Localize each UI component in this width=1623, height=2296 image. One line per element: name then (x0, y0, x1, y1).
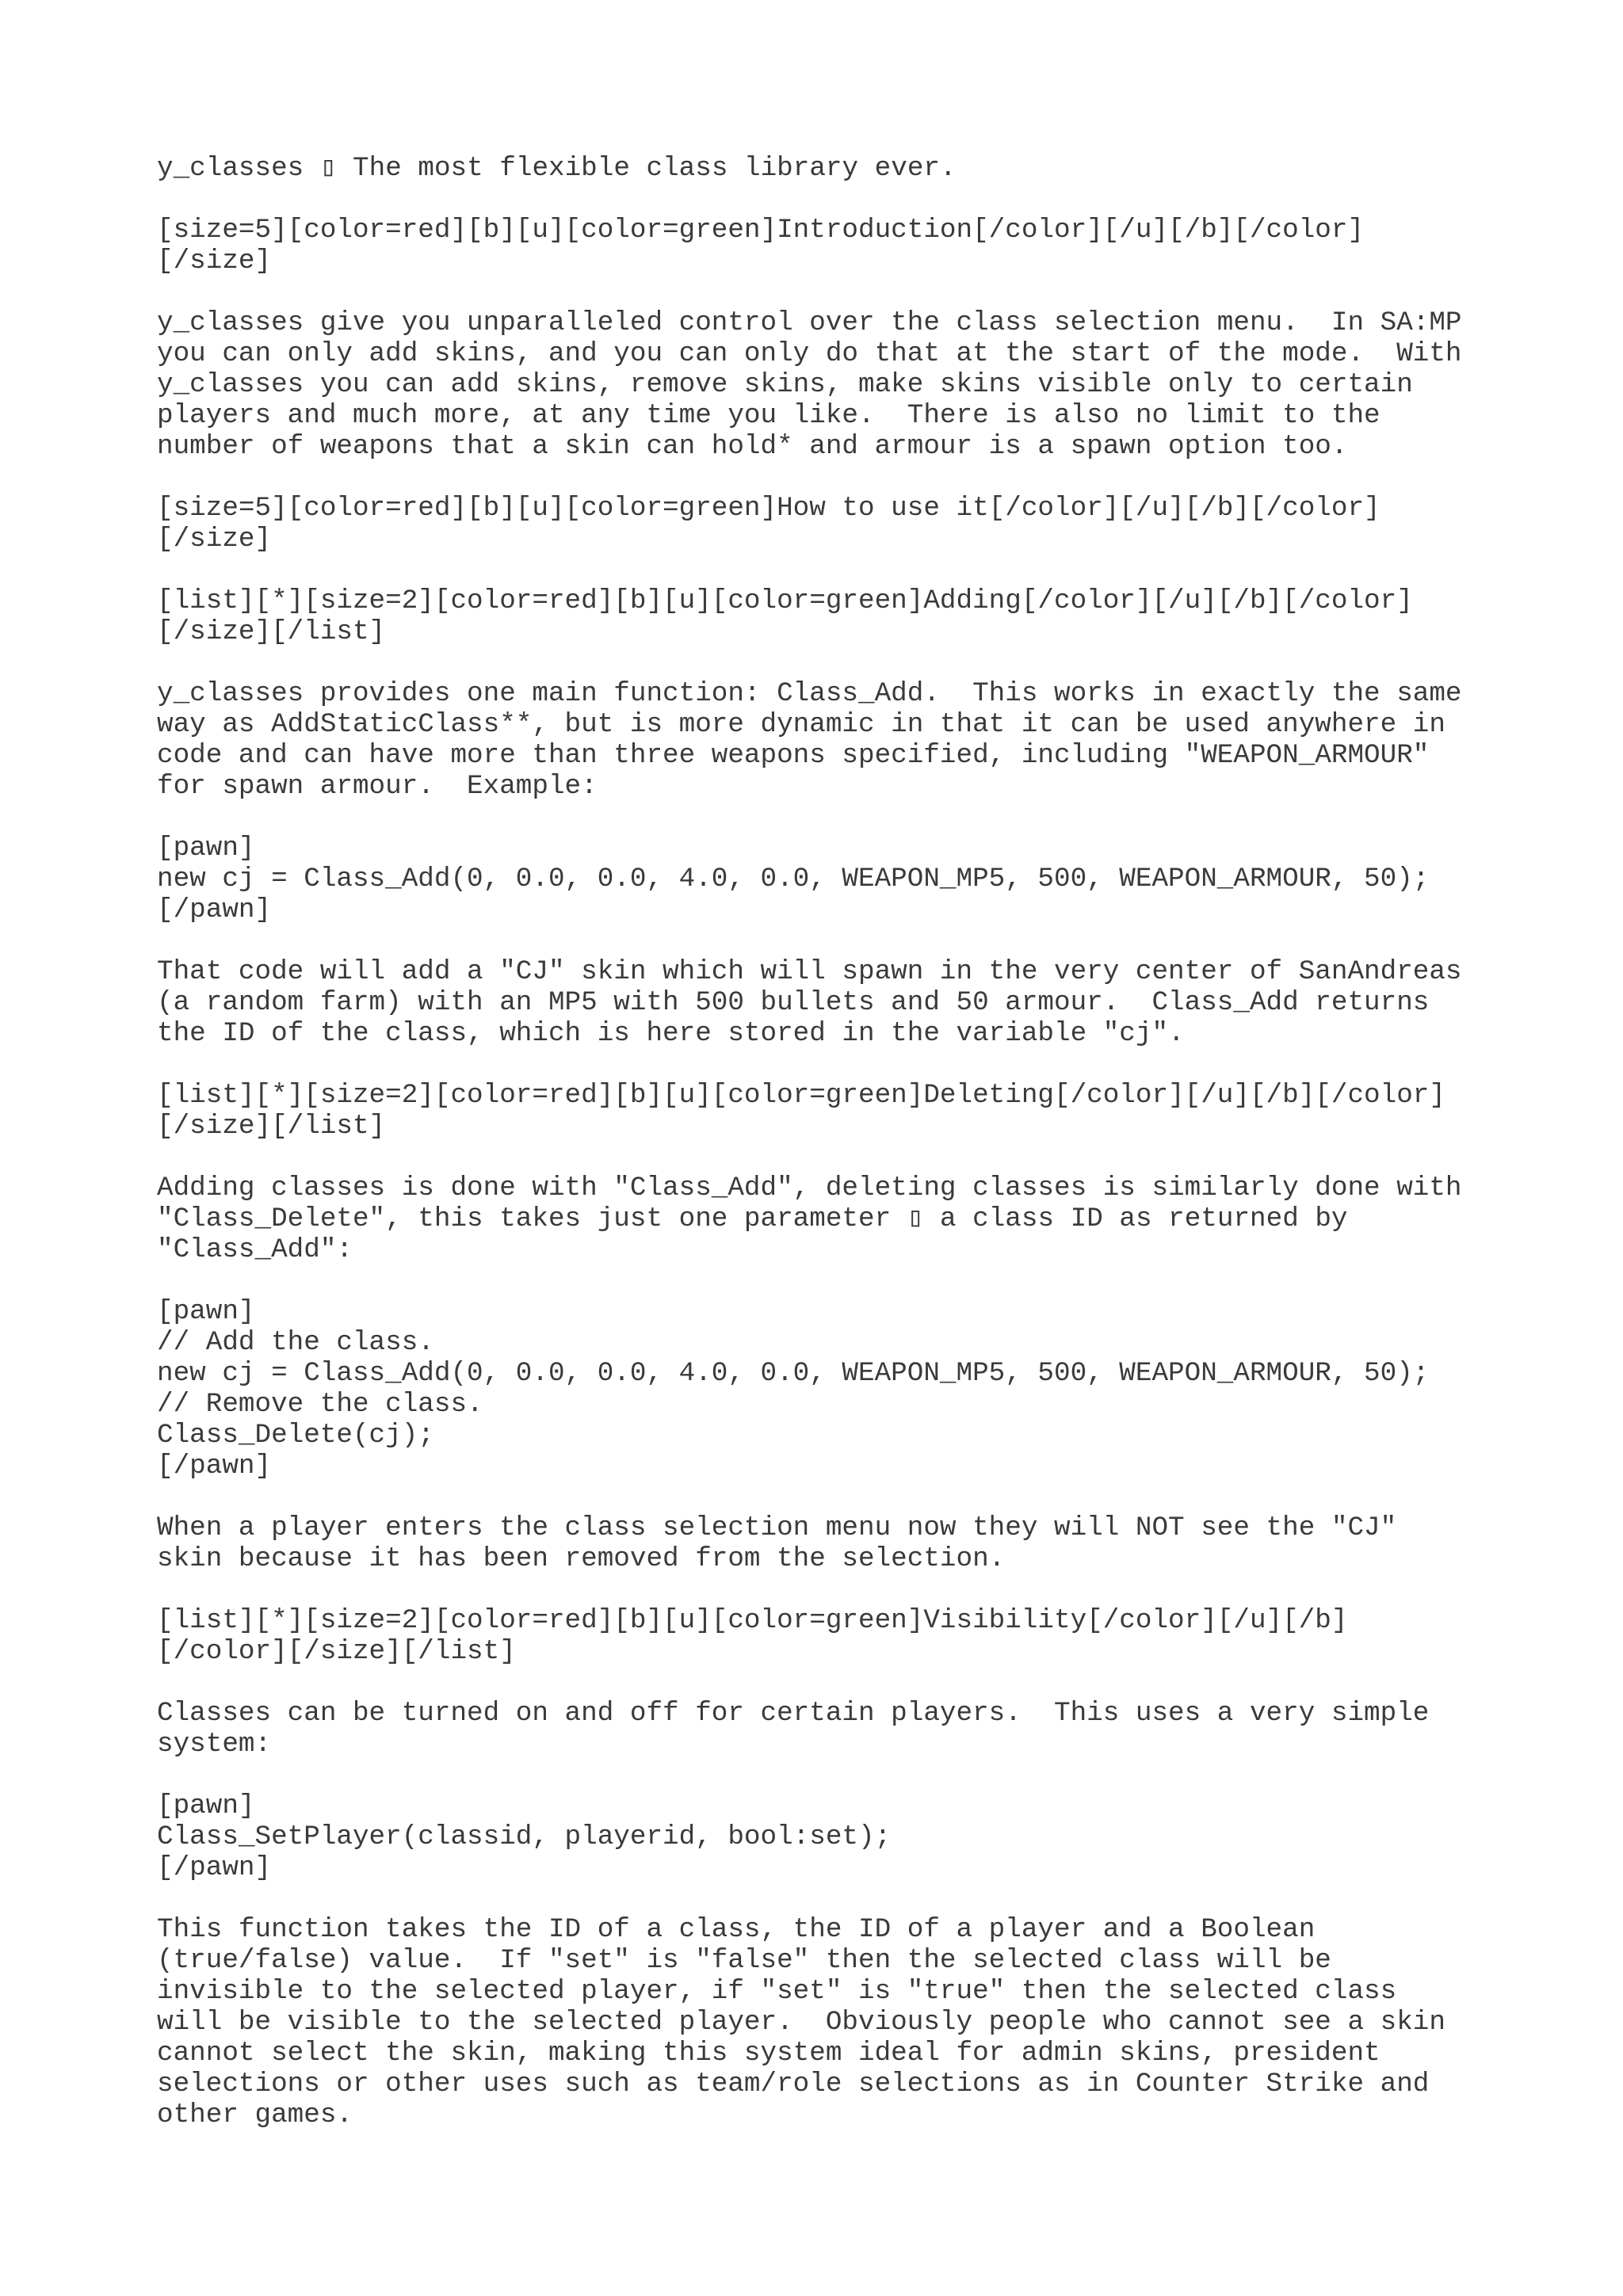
subheading-line: [list][*][size=2][color=red][b][u][color=green]Deleting[/color][/u][/b][/color] (157, 1080, 1445, 1111)
code-line: new cj = Class_Add(0, 0.0, 0.0, 4.0, 0.0, WEAPON_MP5, 500, WEAPON_ARMOUR, 50); (157, 1358, 1430, 1389)
blank-line (157, 802, 1520, 833)
blank-line (157, 1265, 1520, 1296)
code-line: new cj = Class_Add(0, 0.0, 0.0, 4.0, 0.0, WEAPON_MP5, 500, WEAPON_ARMOUR, 50); (157, 864, 1430, 894)
heading-line: [/size] (157, 246, 272, 277)
paragraph-block (157, 1512, 1520, 1574)
blank-line (157, 1667, 1520, 1698)
code-line: // Remove the class. (157, 1389, 483, 1420)
paragraph-line: y_classes ▯ The most flexible class library ever. (157, 153, 957, 184)
heading-block (157, 215, 1520, 277)
heading-line: [size=5][color=red][b][u][color=green]Introduction[/color][/u][/b][/color] (157, 215, 1365, 246)
paragraph-line: selections or other uses such as team/role selections as in Counter Strike and (157, 2069, 1430, 2100)
paragraph-block (157, 1173, 1520, 1265)
subheading-line: [list][*][size=2][color=red][b][u][color=green]Visibility[/color][/u][/b] (157, 1605, 1348, 1636)
blank-line (157, 1142, 1520, 1173)
paragraph-line: for spawn armour. Example: (157, 771, 598, 802)
paragraph-line: This function takes the ID of a class, the ID of a player and a Boolean (157, 1914, 1316, 1945)
blank-line (157, 1482, 1520, 1512)
subheading-line: [/color][/size][/list] (157, 1636, 516, 1667)
paragraph-block (157, 678, 1520, 802)
code-line: Class_SetPlayer(classid, playerid, bool:set); (157, 1821, 892, 1852)
subheading-block (157, 585, 1520, 647)
code-block (157, 1791, 1520, 1883)
heading-line: [size=5][color=red][b][u][color=green]How to use it[/color][/u][/b][/color] (157, 493, 1381, 524)
code-line: [pawn] (157, 833, 255, 864)
blank-line (157, 462, 1520, 493)
blank-line (157, 277, 1520, 307)
blank-line (157, 184, 1520, 215)
code-line: [/pawn] (157, 894, 272, 925)
paragraph-block (157, 307, 1520, 462)
subheading-line: [/size][/list] (157, 616, 386, 647)
paragraph-line: "Class_Add": (157, 1234, 353, 1265)
document-page (157, 153, 1520, 2130)
subheading-line: [/size][/list] (157, 1111, 386, 1142)
heading-line: [/size] (157, 524, 272, 555)
paragraph-line: y_classes you can add skins, remove skins, make skins visible only to certain (157, 369, 1413, 400)
paragraph-line: way as AddStaticClass**, but is more dynamic in that it can be used anywhere in (157, 709, 1445, 740)
paragraph-line: Adding classes is done with "Class_Add", deleting classes is similarly done with (157, 1173, 1462, 1203)
paragraph-line: cannot select the skin, making this system ideal for admin skins, president (157, 2038, 1381, 2069)
blank-line (157, 1049, 1520, 1080)
paragraph-block (157, 1698, 1520, 1760)
blank-line (157, 925, 1520, 956)
code-line: // Add the class. (157, 1327, 434, 1358)
subheading-block (157, 1080, 1520, 1142)
code-line: [pawn] (157, 1296, 255, 1327)
paragraph-line: you can only add skins, and you can only do that at the start of the mode. With (157, 338, 1462, 369)
code-line: [/pawn] (157, 1852, 272, 1883)
paragraph-line: "Class_Delete", this takes just one parameter ▯ a class ID as returned by (157, 1203, 1348, 1234)
paragraph-line: y_classes give you unparalleled control over the class selection menu. In SA:MP (157, 307, 1462, 338)
code-line: [/pawn] (157, 1451, 272, 1482)
paragraph-line: That code will add a "CJ" skin which will spawn in the very center of SanAndreas (157, 956, 1462, 987)
paragraph-line: (a random farm) with an MP5 with 500 bullets and 50 armour. Class_Add returns (157, 987, 1430, 1018)
paragraph-line: other games. (157, 2100, 353, 2130)
blank-line (157, 647, 1520, 678)
subheading-block (157, 1605, 1520, 1667)
code-block (157, 833, 1520, 925)
paragraph-line: Classes can be turned on and off for certain players. This uses a very simple (157, 1698, 1430, 1729)
paragraph-block (157, 956, 1520, 1049)
paragraph-block (157, 1914, 1520, 2130)
subheading-line: [list][*][size=2][color=red][b][u][color=green]Adding[/color][/u][/b][/color] (157, 585, 1413, 616)
paragraph-line: y_classes provides one main function: Class_Add. This works in exactly the same (157, 678, 1462, 709)
paragraph-line: system: (157, 1729, 272, 1760)
paragraph-line: invisible to the selected player, if "set" is "true" then the selected class (157, 1976, 1397, 2007)
blank-line (157, 1574, 1520, 1605)
paragraph-line: the ID of the class, which is here stored in the variable "cj". (157, 1018, 1185, 1049)
blank-line (157, 1760, 1520, 1791)
code-line: Class_Delete(cj); (157, 1420, 434, 1451)
code-block (157, 1296, 1520, 1482)
paragraph-line: skin because it has been removed from the selection. (157, 1543, 1006, 1574)
paragraph-block (157, 153, 1520, 184)
code-line: [pawn] (157, 1791, 255, 1821)
paragraph-line: players and much more, at any time you like. There is also no limit to the (157, 400, 1381, 431)
blank-line (157, 555, 1520, 585)
paragraph-line: number of weapons that a skin can hold* and armour is a spawn option too. (157, 431, 1348, 462)
paragraph-line: code and can have more than three weapons specified, including "WEAPON_ARMOUR" (157, 740, 1430, 771)
paragraph-line: (true/false) value. If "set" is "false" then the selected class will be (157, 1945, 1331, 1976)
heading-block (157, 493, 1520, 555)
blank-line (157, 1883, 1520, 1914)
paragraph-line: When a player enters the class selection menu now they will NOT see the "CJ" (157, 1512, 1397, 1543)
paragraph-line: will be visible to the selected player. Obviously people who cannot see a skin (157, 2007, 1445, 2038)
